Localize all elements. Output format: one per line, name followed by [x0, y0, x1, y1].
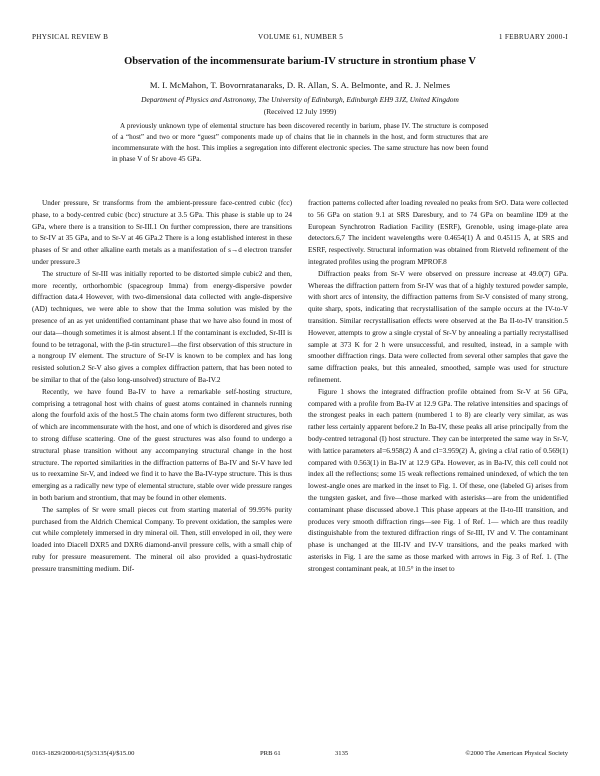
copyright: ©2000 The American Physical Society: [465, 750, 568, 757]
page-number: 3135: [335, 750, 349, 757]
abstract: A previously unknown type of elemental structure has been discovered recently in barium, phase IV. The structure is composed of a “host” and two or more “guest” components made up of chains that lie in channels in the host, and form structures that are incommensurate with the host. This implies a segregation into different electronic species. The same structure has now been found in phase V of Sr above 45 GPa.: [112, 122, 488, 163]
author-list: M. I. McMahon, T. Bovornratanaraks, D. R. Allan, S. A. Belmonte, and R. J. Nelmes: [149, 80, 451, 90]
body-paragraph: fraction patterns collected after loading revealed no peaks from SrO. Data were collected to 56 GPa on station 9.1 at SRS Daresbury, and to 74 GPa on beamline ID9 at the European Synchrotron Radiation Facility (ESRF), Grenoble, using image-plate area detectors.6,7 The incident wavelengths were 0.4654(1) Å and 0.45115 Å, at SRS and ESRF, respectively. Structural information was obtained from Rietveld refinement of the integrated profiles using the program MPROF.8: [308, 199, 568, 266]
received-date: (Received 12 July 1999): [263, 107, 337, 116]
volume-number: VOLUME 61, NUMBER 5: [258, 33, 344, 41]
body-column-left: [32, 198, 292, 576]
body-paragraph: The structure of Sr-III was initially reported to be distorted simple cubic2 and then, more recently, orthorhombic (spacegroup Imma) from energy-dispersive powder diffraction data.4 However, with two-dimensional data collected with angle-dispersive (AD) techniques, we were able to show that the Imma solution was misled by the presence of an as yet unidentified contaminant phase that we have also found in most of our data—though sometimes it is almost absent.1 If the contaminant is excluded, Sr-III is found to be tetragonal, with the β-tin structure1—the first observation of this structure in a nongroup IV element. The structure of Sr-IV is known to be complex and has long resisted solution.2 Sr-V also gives a complex diffraction pattern, that has been noted to be similar to that of the (also long-unsolved) structure of Ba-IV.2: [32, 269, 292, 384]
journal-name: PHYSICAL REVIEW B: [32, 33, 109, 41]
body-column-right: [308, 198, 568, 576]
body-paragraph: Diffraction peaks from Sr-V were observed on pressure increase at 49.0(7) GPa. Whereas the diffraction pattern from Sr-IV was that of a highly textured powder sample, with short arcs of intensity, the diffraction patterns from Sr-V consisted of many strong, quite sharp, spots, indicating that recrystallisation of the sample occurs at the IV-to-V transition. Similar recrystallisation effects were observed at the Ba II-to-IV transition.5 However, attempts to grow a single crystal of Sr-V by annealing a partially recrystallised sample at 373 K for 2 h were unsuccessful, and resulted, instead, in a sample with smoother diffraction rings. Data were collected from several other samples that gave the same diffraction peaks, but this annealed, smoothed, sample was used for structure refinement.: [308, 269, 568, 384]
page-footer: [32, 750, 568, 762]
article-title: Observation of the incommensurate barium-IV structure in strontium phase V: [124, 56, 476, 67]
article-code: 0163-1829/2000/61(5)/3135(4)/$15.00: [32, 750, 135, 757]
body-paragraph: Under pressure, Sr transforms from the ambient-pressure face-centred cubic (fcc) phase, to a body-centred cubic (bcc) structure at 3.5 GPa. This phase is stable up to 24 GPa, where there is a transition to Sr-III.1 On further compression, there are transitions to Sr-IV at 35 GPa, and to Sr-V at 46 GPa.2 There is a long established interest in these phases of Sr and other alkaline earth metals as a manifestation of s→d electron transfer under pressure.3: [32, 199, 292, 266]
journal-volume: PRB 61: [260, 750, 281, 757]
affiliation: Department of Physics and Astronomy, The University of Edinburgh, Edinburgh EH9 3JZ, United Kingdom: [141, 95, 459, 104]
body-paragraph: The samples of Sr were small pieces cut from starting material of 99.95% purity purchased from the Aldrich Chemical Company. To prevent oxidation, the samples were cut while completely immersed in dry mineral oil. Then, still enveloped in oil, they were loaded into Diacell DXR5 and DXR6 diamond-anvil pressure cells, with a small chip of ruby for pressure measurement. The mineral oil also provided a quasi-hydrostatic pressure transmitting medium. Dif-: [32, 505, 292, 573]
body-paragraph: Figure 1 shows the integrated diffraction profile obtained from Sr-V at 56 GPa, compared with a profile from Ba-IV at 12.9 GPa. The relative intensities and spacings of the strongest peaks in each pattern (numbered 1 to 8) are clearly very similar, as was rather less certainly apparent before.2 In Ba-IV, these peaks all arise principally from the body-centred tetragonal (I) host structure. They can be interpreted the same way in Sr-V, with lattice parameters aI=6.958(2) Å and cI=3.959(2) Å, giving a cI/aI ratio of 0.569(1) compared with 0.563(1) in Ba-IV at 12.9 GPa. However, as in Ba-IV, this cell could not index all the reflections; some 15 weak reflections remained unindexed, of which the ten lowest-angle ones are marked in the inset to Fig. 1. Of these, one (labeled G) arises from the tungsten gasket, and five—those marked with asterisks—are from the unidentified contaminant phase discussed above.1 This phase appears at the II-to-III transition, and produces very smooth diffraction rings—see Fig. 1 of Ref. 1— which are thus readily distinguishable from the textured diffraction rings of Sr-III, IV and V. The contaminant phase is unchanged at the III-IV and IV-V transitions, and the peaks marked with asterisks in Fig. 1 are the same as those marked with arrows in Fig. 3 of Ref. 1. (The strongest contaminant peak, at 10.5° in the inset to: [308, 387, 568, 573]
pacs-line: [20, 181, 580, 185]
body-paragraph: Recently, we have found Ba-IV to have a remarkable self-hosting structure, comprising a tetragonal host with chains of guest atoms contained in channels running along the fourfold axis of the host.5 The chain atoms form two different structures, both of which are incommensurate with the host, and one of which is disordered and gives rise to strong diffuse scattering. One of the guest structures was also found to undergo a structural phase transition without any accompanying structural change in the host structure. The reported similarities in the diffraction patterns of Ba-IV and Sr-V have led us to reexamine Sr-V, and indeed we find it to have the Ba-IV-type structure. This is thus emerging as a radically new type of elemental structure, stable over wide pressure ranges in both barium and strontium, that may be found in other elements.: [32, 387, 292, 502]
running-header: [32, 33, 568, 45]
issue-date: 1 FEBRUARY 2000-I: [498, 33, 568, 41]
